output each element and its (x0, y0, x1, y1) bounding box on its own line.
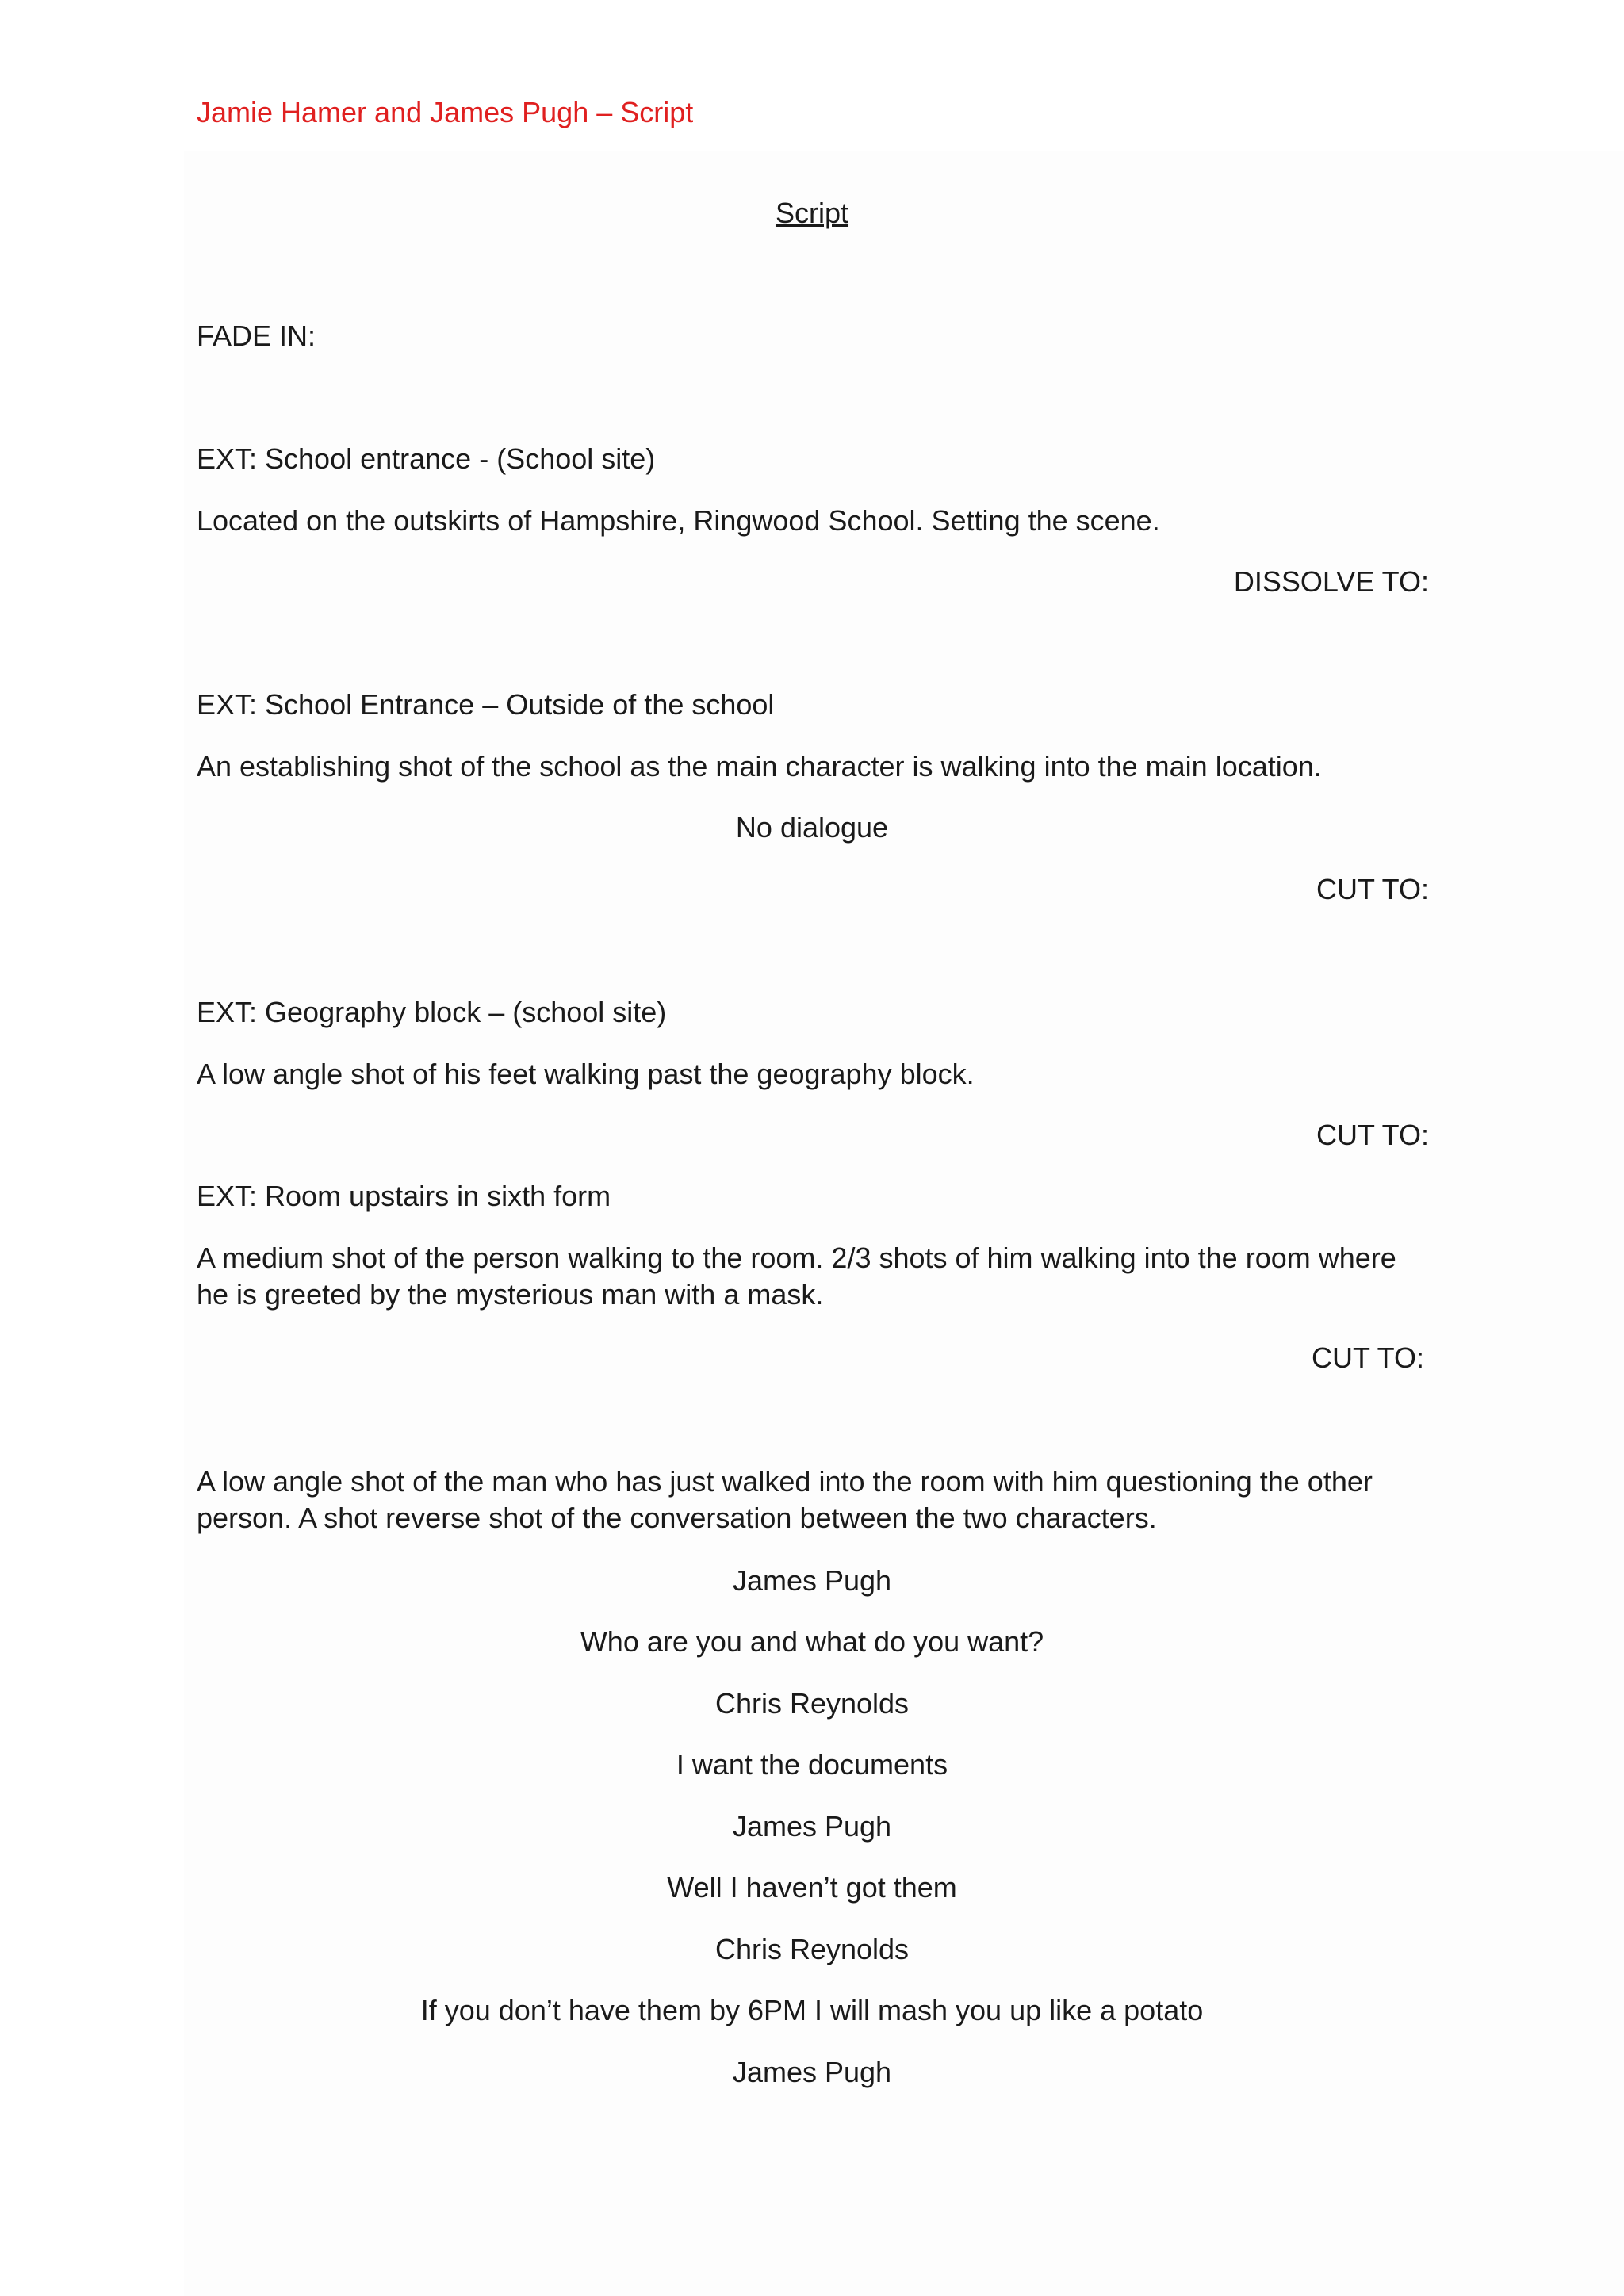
scene-heading-4: EXT: Room upstairs in sixth form (197, 1180, 611, 1212)
scene-action-3: A low angle shot of his feet walking past the geography block. (197, 1058, 975, 1090)
scene-transition-3: CUT TO: (1316, 1119, 1429, 1151)
dialogue-character: Chris Reynolds (714, 1687, 910, 1720)
scene-heading-1: EXT: School entrance - (School site) (197, 442, 656, 475)
scene-transition-2: CUT TO: (1316, 873, 1429, 905)
fade-in-transition: FADE IN: (197, 320, 316, 352)
dialogue-line: Well I haven’t got them (667, 1871, 957, 1904)
dialogue-line: I want the documents (676, 1748, 948, 1781)
dialogue-line: Who are you and what do you want? (580, 1625, 1044, 1658)
scene-action-1: Located on the outskirts of Hampshire, Ringwood School. Setting the scene. (197, 504, 1160, 537)
scene-note-2: No dialogue (735, 811, 889, 844)
scene-action-4: A medium shot of the person walking to the room. 2/3 shots of him walking into the room where he is greeted by the mysterious man with a mask. (197, 1242, 1396, 1311)
scene-action-2: An establishing shot of the school as the main character is walking into the main location. (197, 750, 1322, 783)
scene-transition-1: DISSOLVE TO: (1233, 565, 1429, 598)
dialogue-line: If you don’t have them by 6PM I will mash you up like a potato (420, 1994, 1204, 2026)
final-action: A low angle shot of the man who has just walked into the room with him questioning the other person. A shot reverse shot of the conversation between the two characters. (197, 1465, 1373, 1534)
dialogue-character: James Pugh (732, 1810, 892, 1843)
scene-heading-2: EXT: School Entrance – Outside of the school (197, 688, 775, 721)
page-title: Script (775, 197, 849, 229)
scene-transition-4: CUT TO: (1311, 1341, 1424, 1374)
dialogue-character: James Pugh (732, 2056, 892, 2088)
scene-heading-3: EXT: Geography block – (school site) (197, 996, 667, 1028)
dialogue-character: Chris Reynolds (714, 1933, 910, 1965)
authors-header: Jamie Hamer and James Pugh – Script (197, 96, 694, 128)
dialogue-character: James Pugh (732, 1564, 892, 1597)
